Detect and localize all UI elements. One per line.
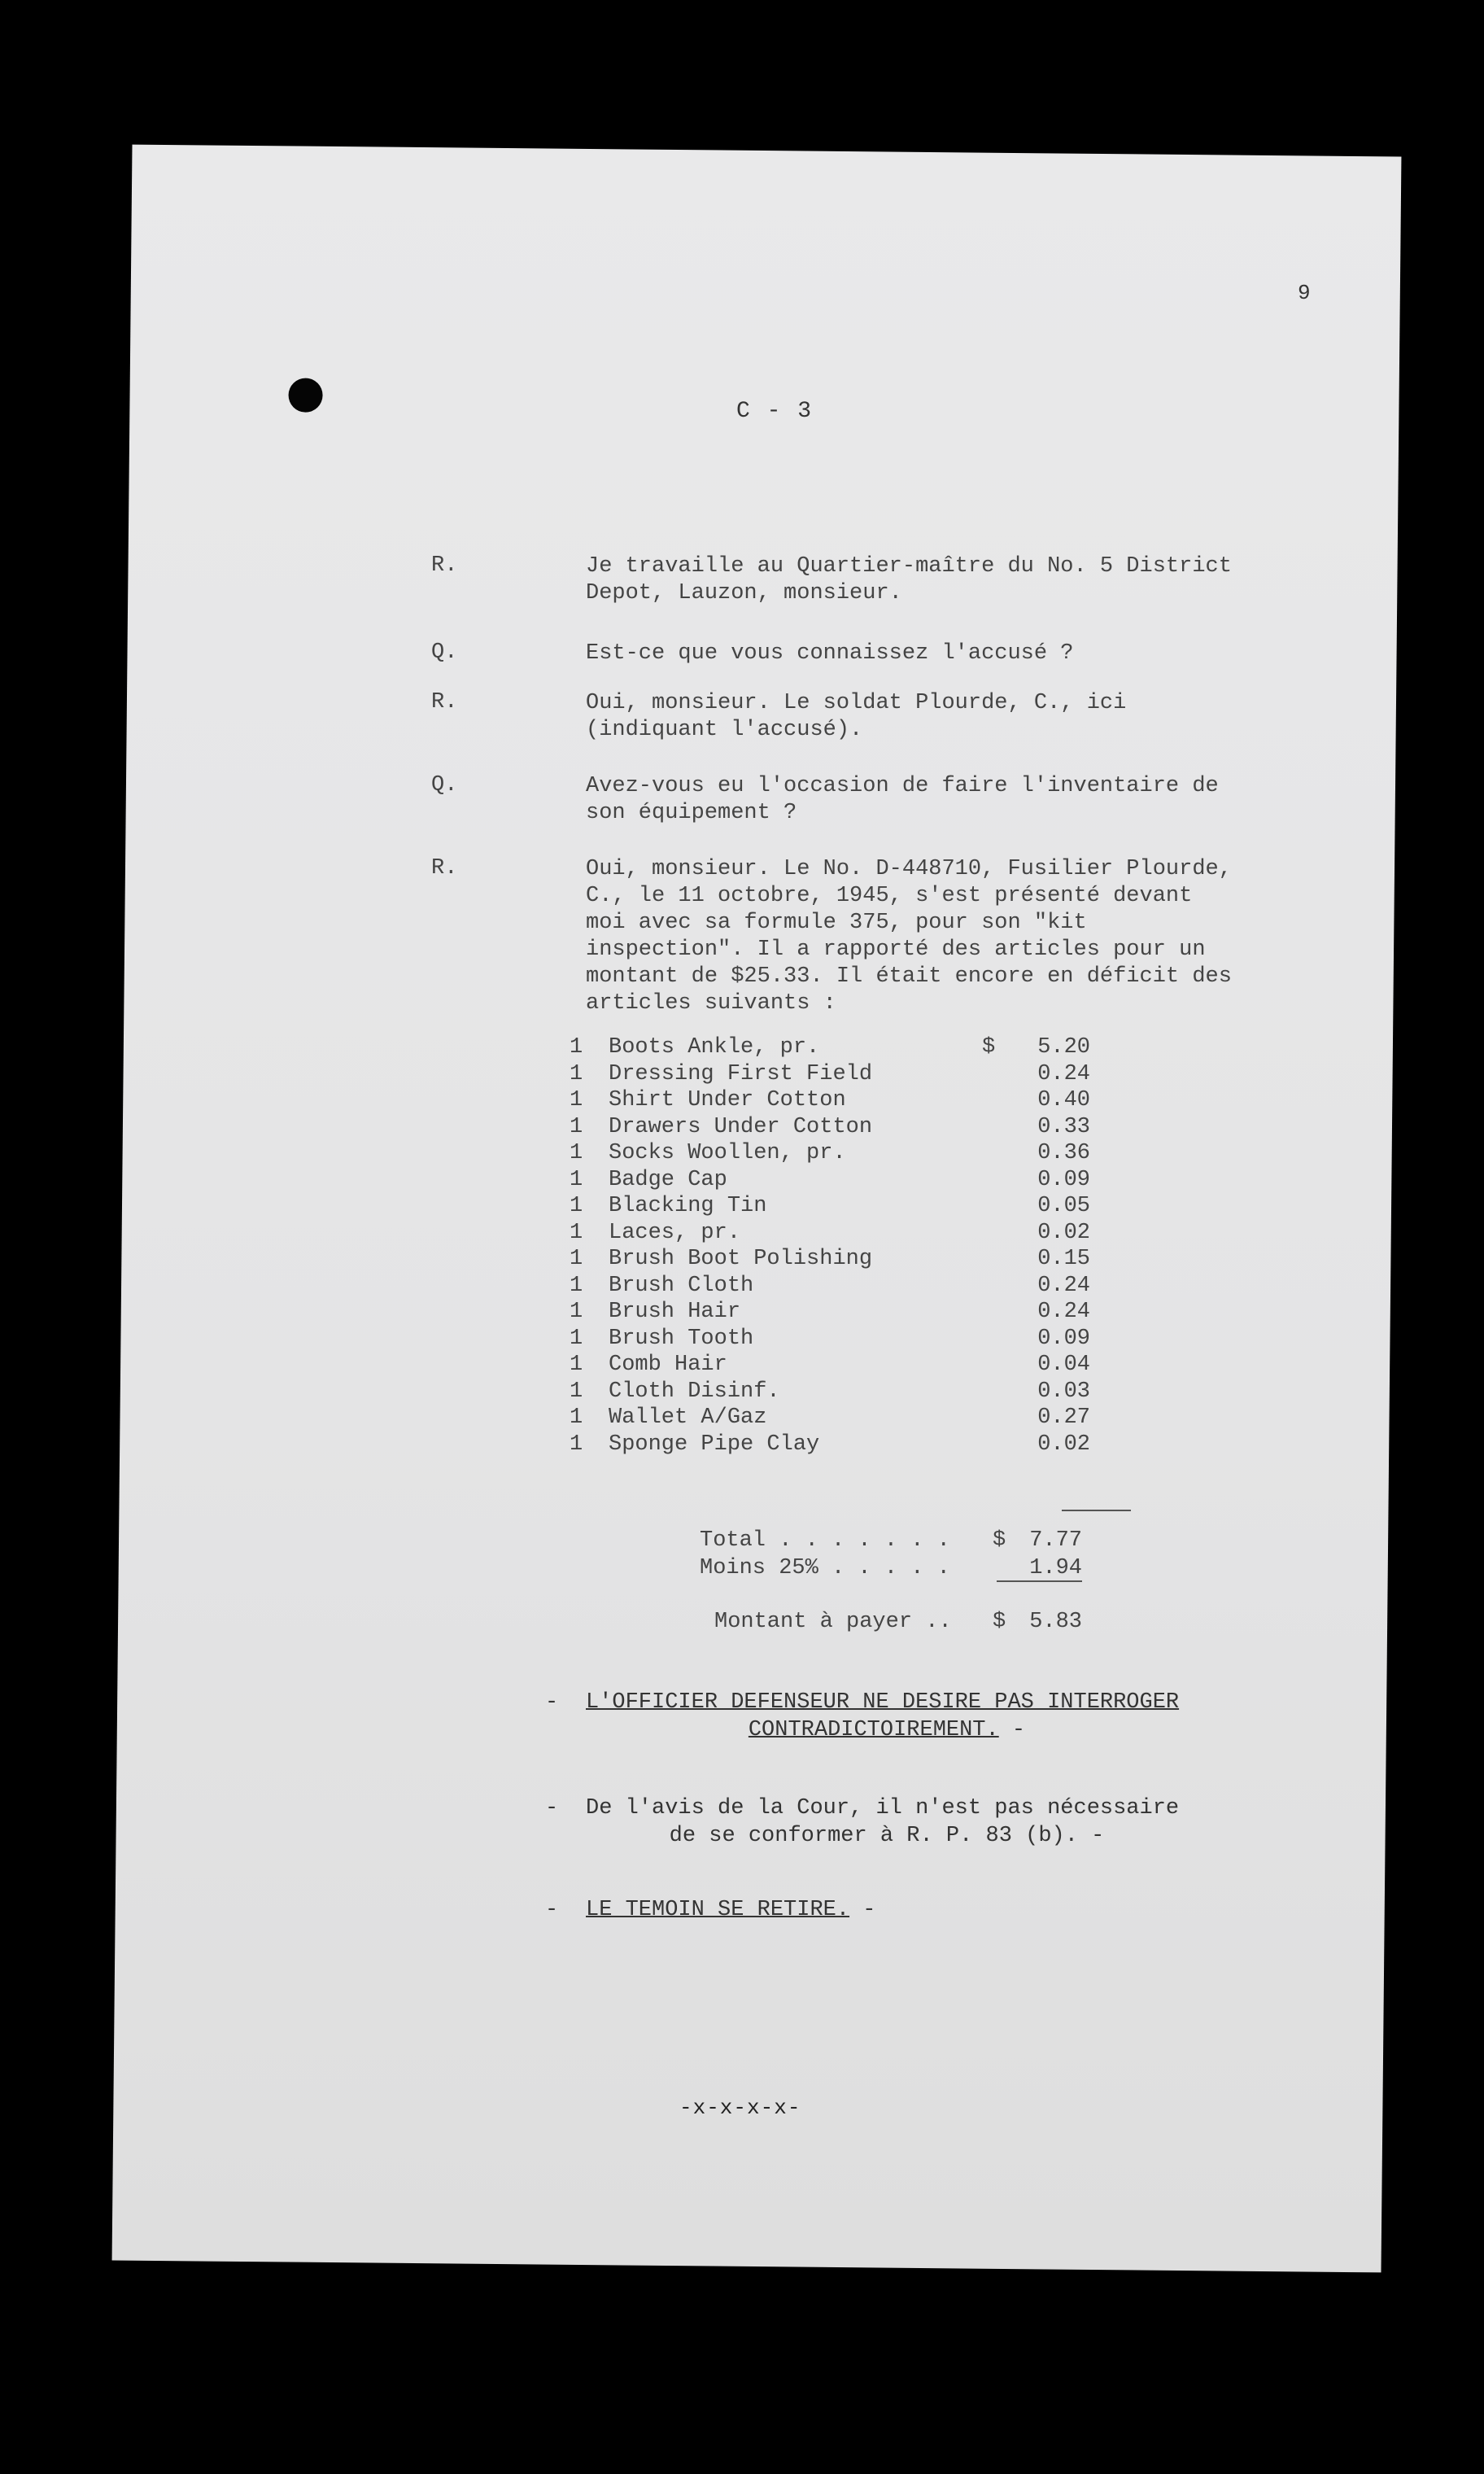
list-item: [570, 1353, 1139, 1379]
item-amount: 0.09: [1037, 1167, 1090, 1192]
deduction-value: 1.94: [997, 1556, 1082, 1582]
item-desc: Brush Cloth: [609, 1273, 754, 1298]
note-dash: -: [545, 1898, 559, 1922]
defense-line-2: CONTRADICTOIREMENT.: [748, 1718, 999, 1742]
item-qty: 1: [570, 1035, 583, 1060]
list-item: [570, 1088, 1139, 1115]
list-item: [570, 1062, 1139, 1089]
defense-line-1: L'OFFICIER DEFENSEUR NE DESIRE PAS INTERROGER: [586, 1690, 1180, 1715]
item-qty: 1: [570, 1379, 583, 1404]
currency-symbol: $: [993, 1528, 1006, 1553]
list-item: [570, 1432, 1139, 1459]
list-item: [570, 1221, 1139, 1248]
item-qty: 1: [570, 1141, 583, 1165]
sum-divider: [1062, 1510, 1131, 1511]
item-qty: 1: [570, 1088, 583, 1112]
item-qty: 1: [570, 1405, 583, 1430]
item-amount: 0.09: [1037, 1326, 1090, 1351]
item-amount: 0.02: [1037, 1220, 1090, 1245]
item-desc: Boots Ankle, pr.: [609, 1035, 820, 1060]
list-item: [570, 1035, 1139, 1062]
item-amount: 0.27: [1037, 1405, 1090, 1430]
list-item: [570, 1168, 1139, 1195]
note-dash: -: [1091, 1824, 1105, 1848]
item-desc: Brush Boot Polishing: [609, 1247, 873, 1271]
item-desc: Sponge Pipe Clay: [609, 1432, 820, 1457]
item-qty: 1: [570, 1300, 583, 1324]
item-qty: 1: [570, 1353, 583, 1377]
dialogue-text: Je travaille au Quartier-maître du No. 5 District Depot, Lauzon, monsieur.: [586, 554, 1232, 605]
speaker-tag: Q.: [431, 640, 458, 665]
list-item: [570, 1247, 1139, 1274]
item-desc: Brush Hair: [609, 1300, 741, 1324]
dialogue-text: Est-ce que vous connaissez l'accusé ?: [586, 641, 1074, 666]
list-item: [570, 1115, 1139, 1142]
currency-symbol: $: [982, 1035, 996, 1060]
list-item: [570, 1141, 1139, 1168]
item-desc: Brush Tooth: [609, 1326, 754, 1351]
item-amount: 0.05: [1037, 1194, 1090, 1218]
item-amount: 0.24: [1037, 1061, 1090, 1086]
item-desc: Shirt Under Cotton: [609, 1088, 846, 1112]
total-label: Total . . . . . . .: [700, 1528, 950, 1553]
item-amount: 0.03: [1037, 1379, 1090, 1404]
amount-due-value: 5.83: [1029, 1610, 1082, 1634]
item-qty: 1: [570, 1326, 583, 1351]
item-desc: Cloth Disinf.: [609, 1379, 780, 1404]
item-amount: 0.15: [1037, 1247, 1090, 1271]
currency-symbol: $: [993, 1610, 1006, 1634]
list-item: [570, 1274, 1139, 1300]
note-dash: -: [545, 1690, 559, 1715]
speaker-tag: R.: [431, 856, 458, 881]
list-item: [570, 1379, 1139, 1406]
item-qty: 1: [570, 1273, 583, 1298]
page-number: 9: [1298, 281, 1311, 305]
speaker-tag: Q.: [431, 773, 458, 798]
item-qty: 1: [570, 1114, 583, 1139]
item-desc: Socks Woollen, pr.: [609, 1141, 846, 1165]
item-amount: 0.02: [1037, 1432, 1090, 1457]
item-desc: Comb Hair: [609, 1353, 727, 1377]
item-qty: 1: [570, 1061, 583, 1086]
list-item: [570, 1194, 1139, 1221]
total-value: 7.77: [1029, 1528, 1082, 1553]
dialogue-text: Oui, monsieur. Le No. D-448710, Fusilier Plourde, C., le 11 octobre, 1945, s'est présenté devant moi avec sa formule 375, pour son "kit inspection". Il a rapporté des articles pour un montant de $25.33. Il était encore en déficit des articles suivants :: [586, 857, 1232, 1016]
item-qty: 1: [570, 1432, 583, 1457]
amount-due-label: Montant à payer ..: [714, 1610, 952, 1634]
note-dash: -: [1011, 1718, 1026, 1742]
witness-line: LE TEMOIN SE RETIRE.: [586, 1898, 850, 1922]
speaker-tag: R.: [431, 553, 458, 578]
court-line-1: De l'avis de la Cour, il n'est pas nécessaire: [586, 1796, 1180, 1821]
dialogue-text: Oui, monsieur. Le soldat Plourde, C., ici (indiquant l'accusé).: [586, 691, 1127, 742]
list-item: [570, 1327, 1139, 1353]
item-qty: 1: [570, 1167, 583, 1192]
item-amount: 0.04: [1037, 1353, 1090, 1377]
item-amount: 0.40: [1037, 1088, 1090, 1112]
item-amount: 0.24: [1037, 1300, 1090, 1324]
end-mark: -x-x-x-x-: [679, 2096, 801, 2120]
note-dash: -: [862, 1898, 876, 1922]
list-item: [570, 1300, 1139, 1327]
deduction-label: Moins 25% . . . . .: [700, 1556, 950, 1580]
page-heading: C - 3: [736, 399, 814, 424]
speaker-tag: R.: [431, 690, 458, 715]
item-desc: Wallet A/Gaz: [609, 1405, 767, 1430]
item-qty: 1: [570, 1220, 583, 1245]
item-amount: 0.36: [1037, 1141, 1090, 1165]
item-qty: 1: [570, 1247, 583, 1271]
court-line-2: de se conformer à R. P. 83 (b).: [669, 1824, 1078, 1848]
item-desc: Laces, pr.: [609, 1220, 741, 1245]
item-amount: 0.33: [1037, 1114, 1090, 1139]
item-desc: Blacking Tin: [609, 1194, 767, 1218]
item-desc: Badge Cap: [609, 1167, 727, 1192]
punch-hole: [288, 378, 322, 412]
item-desc: Drawers Under Cotton: [609, 1114, 873, 1139]
item-qty: 1: [570, 1194, 583, 1218]
item-list: [570, 1035, 1139, 1458]
list-item: [570, 1405, 1139, 1432]
dialogue-text: Avez-vous eu l'occasion de faire l'inventaire de son équipement ?: [586, 774, 1219, 825]
item-amount: 0.24: [1037, 1273, 1090, 1298]
item-amount: 5.20: [1037, 1035, 1090, 1060]
item-desc: Dressing First Field: [609, 1061, 873, 1086]
note-dash: -: [545, 1796, 559, 1821]
